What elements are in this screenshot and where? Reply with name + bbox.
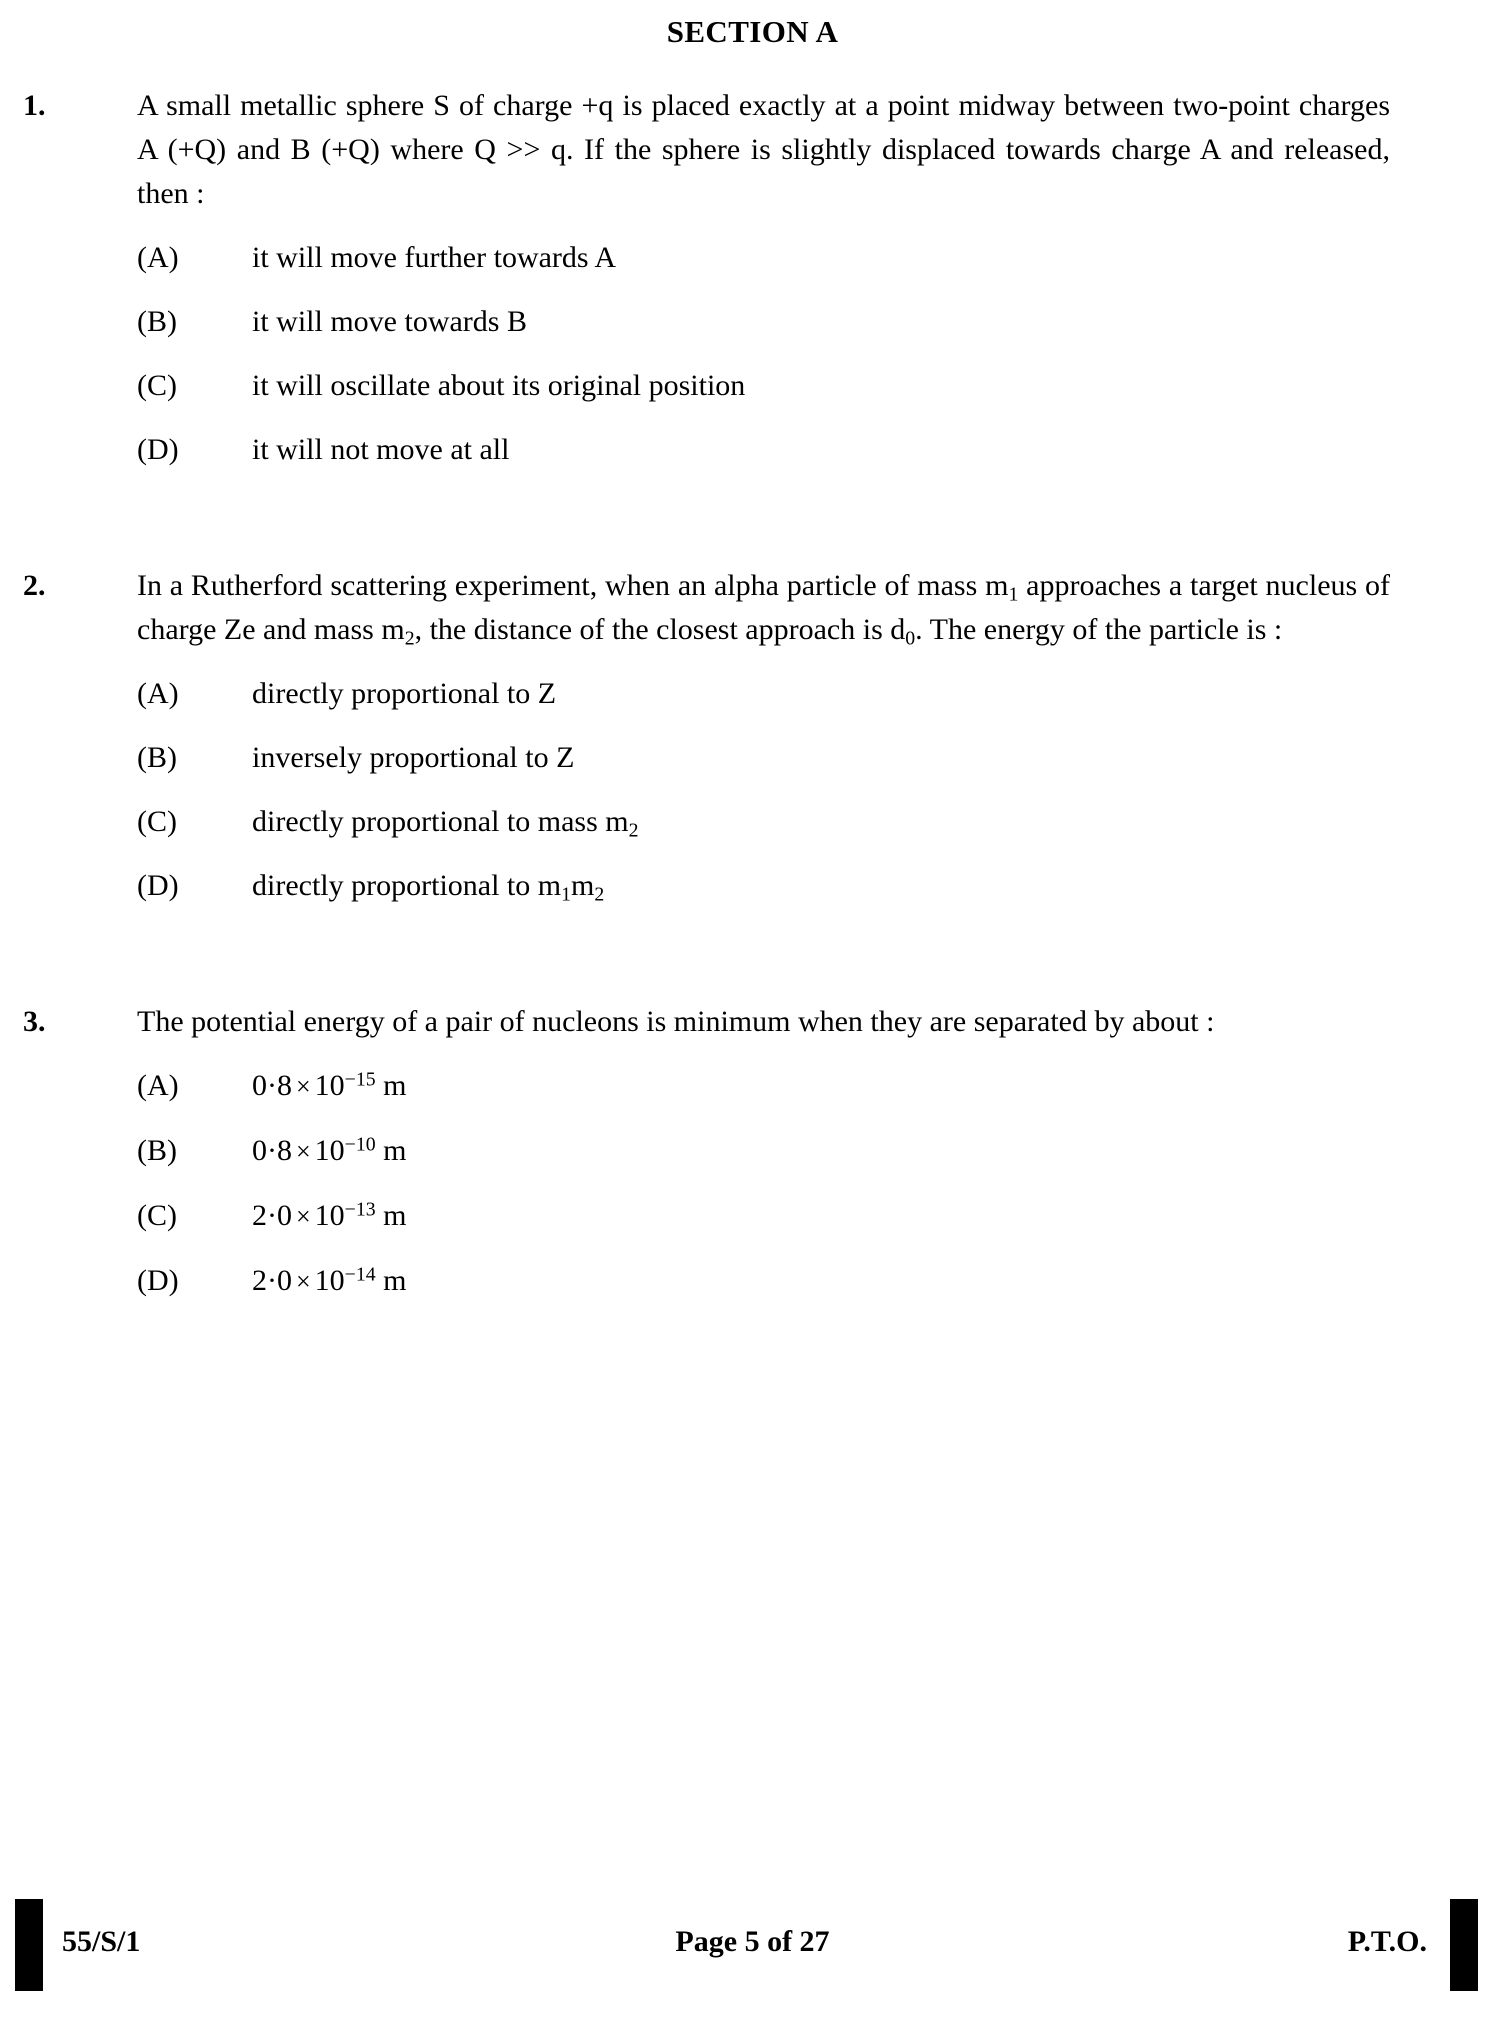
option-label: (C) [137,369,177,402]
option-text: it will oscillate about its original position [252,369,746,402]
option-label: (A) [137,241,179,274]
question-text: A small metallic sphere S of charge +q is placed exactly at a point midway between two-point charges A (+Q) and B (+Q) where Q >> q. If the sphere is slightly displaced towards charge A and released, then : [137,89,1390,210]
subscript: 1 [1008,583,1019,606]
option-item[interactable] [137,1194,1390,1239]
option-item[interactable] [137,236,1390,280]
unit: m [383,1069,407,1102]
option-label: (B) [137,741,177,774]
option-text [252,800,639,844]
page-number: Page 5 of 27 [675,1925,830,1958]
question-item [0,84,1505,472]
question-item [0,564,1505,908]
option-label: (D) [137,1264,179,1297]
option-text: it will move further towards A [252,241,617,274]
option-label: (B) [137,1134,177,1167]
option-item[interactable] [137,672,1390,716]
unit: m [383,1134,407,1167]
option-item[interactable] [137,1064,1390,1109]
exponent: −10 [344,1133,376,1156]
option-text [252,1129,406,1174]
option-item[interactable] [137,1129,1390,1174]
base: 10 [314,1199,345,1232]
option-text [252,1194,406,1239]
option-label: (B) [137,305,177,338]
multiplication-sign: × [296,1072,311,1101]
multiplication-sign: × [296,1267,311,1296]
option-text-part: directly proportional to mass m [252,805,629,838]
unit: m [383,1199,407,1232]
unit: m [383,1264,407,1297]
exponent: −14 [344,1263,376,1286]
question-number: 1. [23,89,46,122]
option-item[interactable] [137,428,1390,472]
option-label: (A) [137,677,179,710]
subscript: 2 [594,883,605,906]
option-text: it will not move at all [252,433,510,466]
option-label: (D) [137,433,179,466]
base: 10 [314,1069,345,1102]
question-text: The potential energy of a pair of nucleons is minimum when they are separated by about : [137,1005,1215,1038]
page-footer [0,1889,1505,1999]
option-label: (C) [137,805,177,838]
base: 10 [314,1134,345,1167]
question-text-part: approaches a target nucleus of charge Ze and mass m [137,569,1390,646]
option-label: (A) [137,1069,179,1102]
option-label: (D) [137,869,179,902]
question-text [137,564,1390,652]
exponent: −13 [344,1198,376,1221]
options-list [137,236,1390,472]
multiplication-sign: × [296,1202,311,1231]
option-item[interactable] [137,736,1390,780]
option-label: (C) [137,1199,177,1232]
option-item[interactable] [137,800,1390,844]
mantissa: 2·0 [252,1264,292,1297]
option-item[interactable] [137,364,1390,408]
multiplication-sign: × [296,1137,311,1166]
mantissa: 0·8 [252,1069,292,1102]
option-item[interactable] [137,864,1390,908]
paper-code: 55/S/1 [62,1925,141,1958]
section-heading: SECTION A [666,14,839,49]
option-text [252,1259,406,1304]
question-item [0,1000,1505,1304]
options-list [137,1064,1390,1304]
subscript: 1 [561,883,571,906]
mantissa: 2·0 [252,1199,292,1232]
option-item[interactable] [137,300,1390,344]
option-text: directly proportional to Z [252,677,557,710]
subscript: 0 [905,627,916,650]
subscript: 2 [628,819,639,842]
questions-list [0,84,1505,1324]
option-text [252,864,604,908]
pto-label: P.T.O. [1347,1925,1427,1958]
question-text-part: , the distance of the closest approach is d [414,613,906,646]
option-text-part: m [571,869,595,902]
question-number: 2. [23,569,46,602]
options-list [137,672,1390,908]
exponent: −15 [344,1068,376,1091]
option-text [252,1064,406,1109]
option-text: inversely proportional to Z [252,741,575,774]
subscript: 2 [404,627,415,650]
mantissa: 0·8 [252,1134,292,1167]
question-text-part: . The energy of the particle is : [915,613,1283,646]
option-text: it will move towards B [252,305,527,338]
option-item[interactable] [137,1259,1390,1304]
question-text-part: In a Rutherford scattering experiment, when an alpha particle of mass m [137,569,1009,602]
option-text-part: directly proportional to m [252,869,562,902]
base: 10 [314,1264,345,1297]
question-number: 3. [23,1005,46,1038]
